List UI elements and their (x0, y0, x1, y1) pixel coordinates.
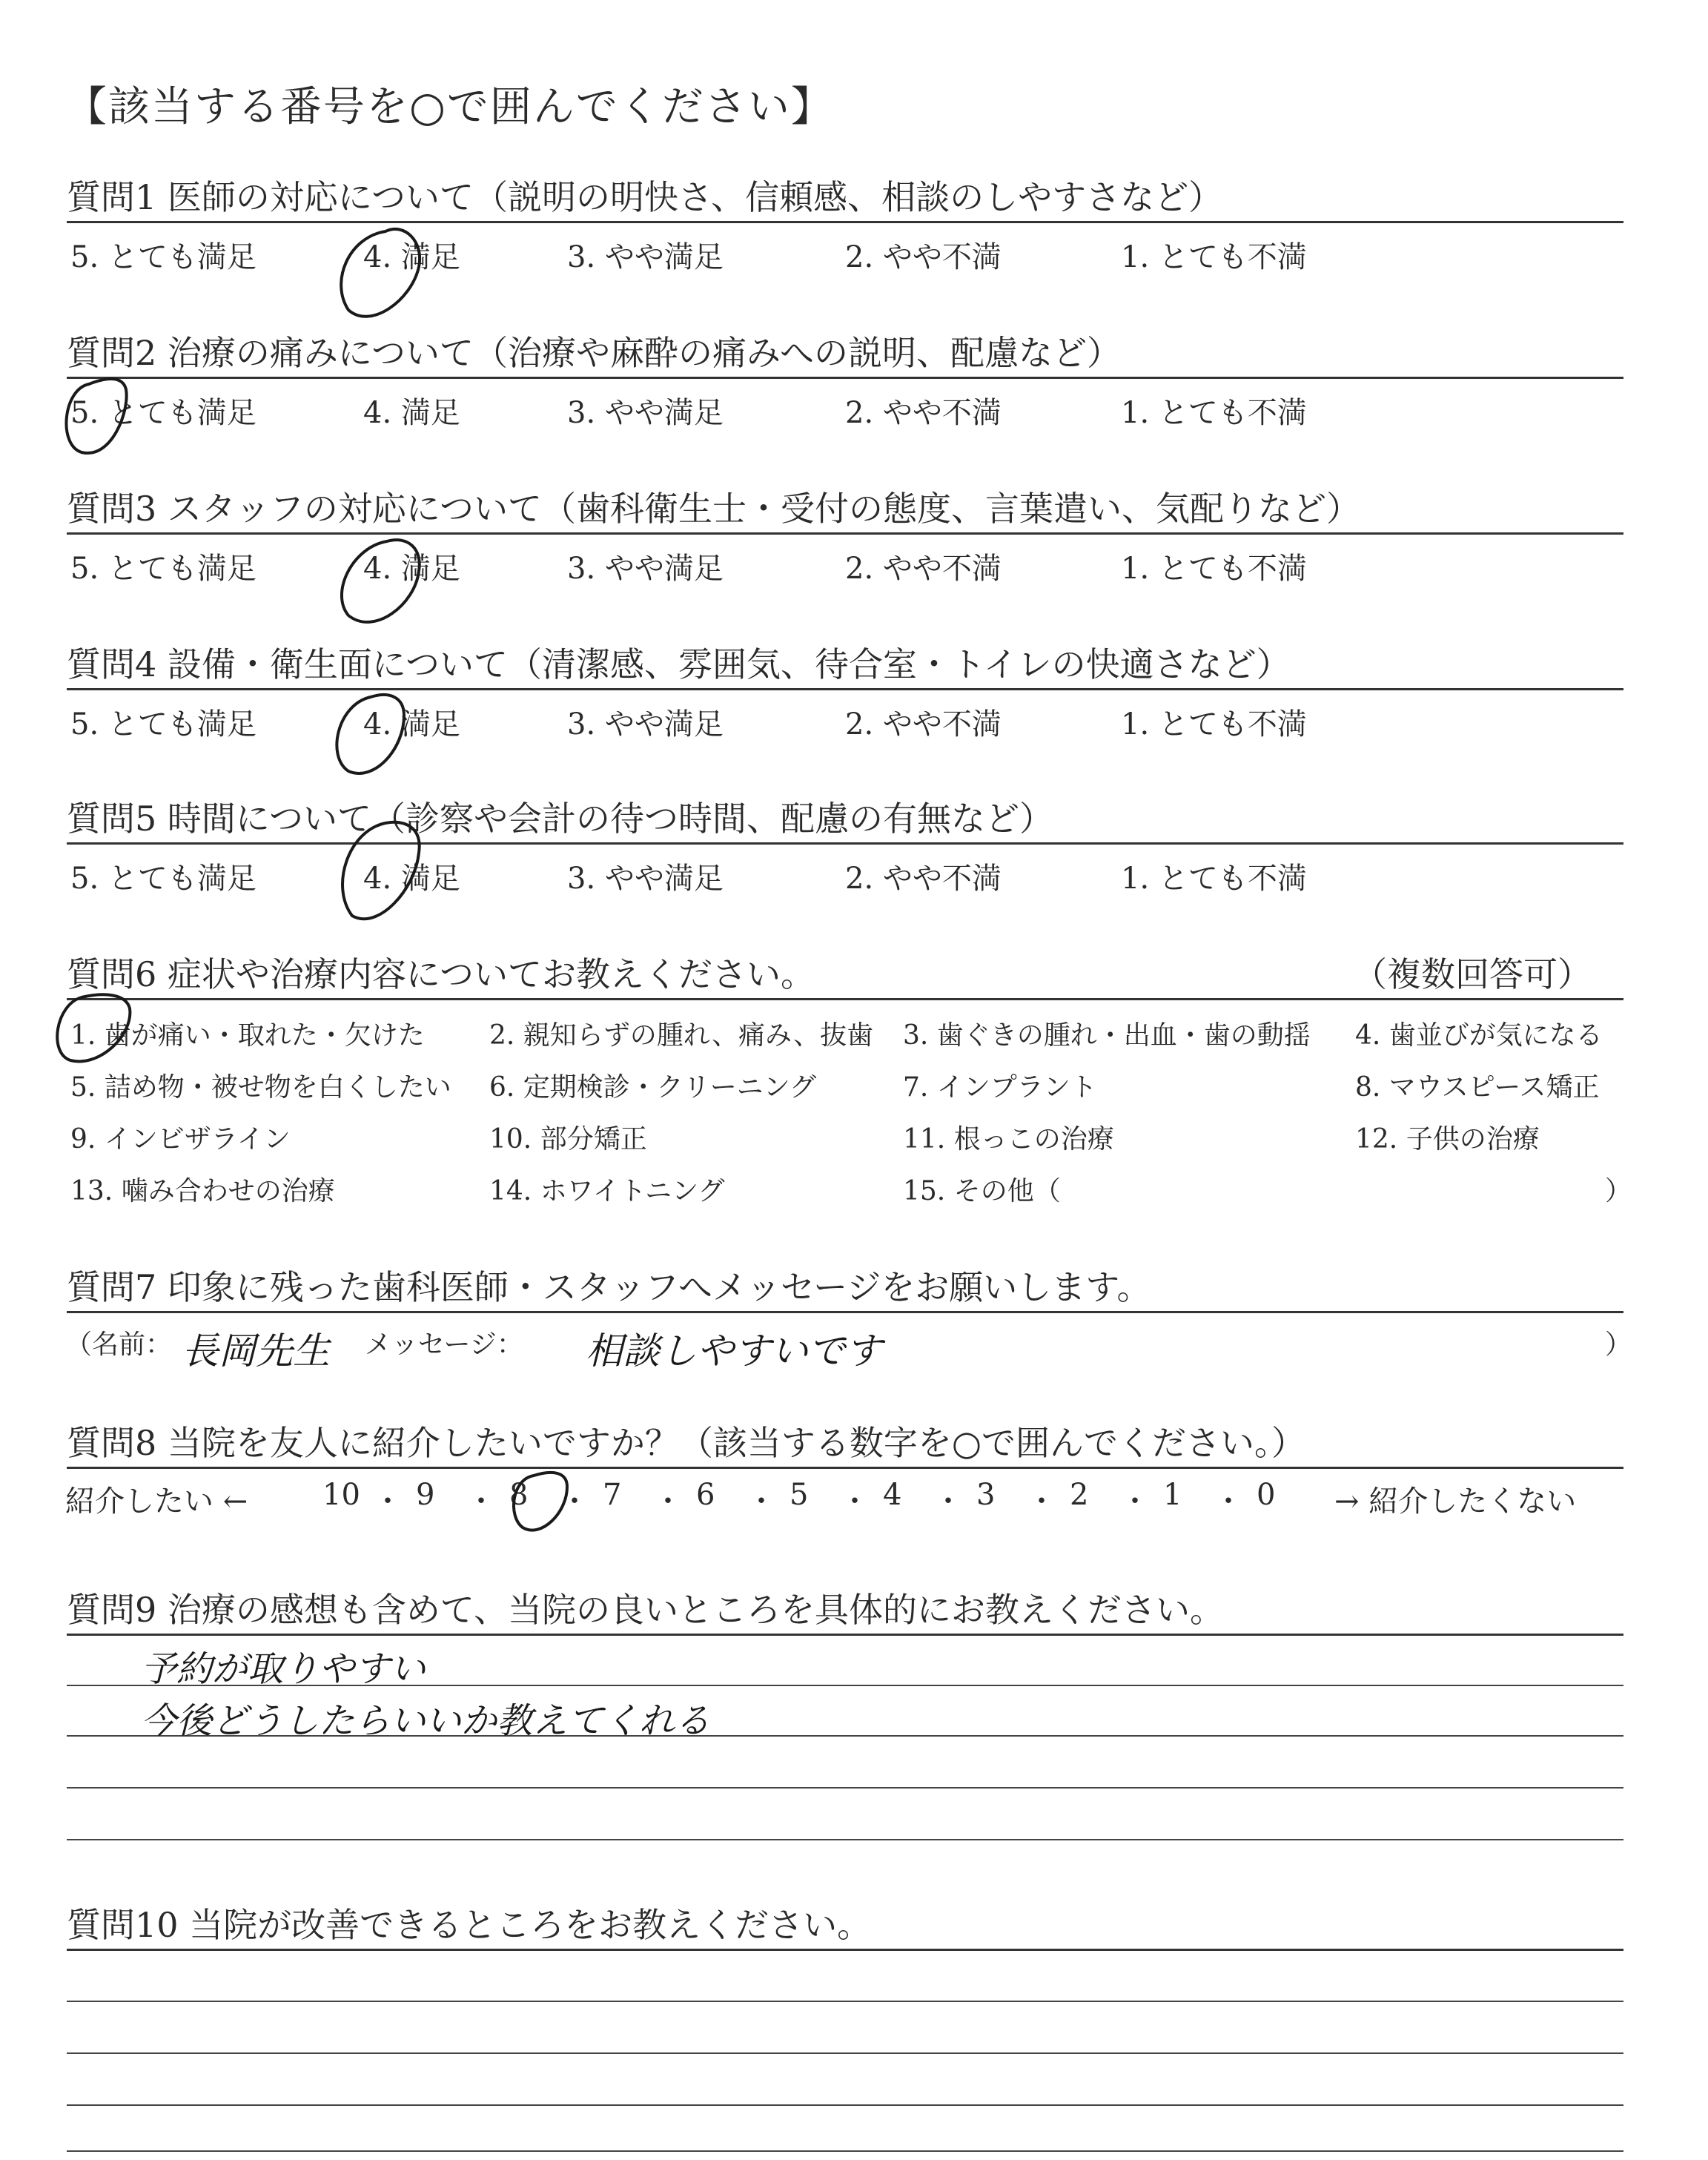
question-6-title: 質問6 症状や治療内容についてお教えください。 (67, 954, 815, 994)
q1-option-1[interactable]: 1. とても不満 (1121, 240, 1307, 274)
q6-option-15[interactable]: 15. その他（ (903, 1176, 1061, 1206)
q6-option-6[interactable]: 6. 定期検診・クリーニング (489, 1072, 817, 1103)
q8-scale-number[interactable]: 0 (1257, 1478, 1276, 1512)
q4-option-4[interactable]: 4. 満足 (363, 707, 460, 742)
q6-option-14[interactable]: 14. ホワイトニング (489, 1176, 725, 1206)
question-3-title: 質問3 スタッフの対応について（歯科衛生士・受付の態度、言葉遣い、気配りなど） (67, 489, 1360, 529)
q7-message-label: メッセージ： (365, 1330, 523, 1360)
q6-option-8[interactable]: 8. マウスピース矯正 (1355, 1072, 1600, 1103)
q6-option-4[interactable]: 4. 歯並びが気になる (1355, 1020, 1603, 1051)
q3-option-4[interactable]: 4. 満足 (363, 552, 460, 586)
q3-option-3[interactable]: 3. やや満足 (567, 552, 724, 586)
q8-scale-separator: ・ (1214, 1484, 1243, 1519)
q8-scale-number[interactable]: 1 (1163, 1478, 1182, 1512)
q6-option-3[interactable]: 3. 歯ぐきの腫れ・出血・歯の動揺 (903, 1020, 1311, 1051)
q6-answer-circle (57, 994, 130, 1061)
q6-option-15-close: ） (1605, 1176, 1632, 1206)
q3-option-2[interactable]: 2. やや不満 (845, 552, 1002, 586)
question-9-title: 質問9 治療の感想も含めて、当院の良いところを具体的にお教えください。 (67, 1590, 1224, 1630)
question-6-note: （複数回答可） (1353, 954, 1592, 994)
q5-option-3[interactable]: 3. やや満足 (567, 862, 724, 896)
q6-option-2[interactable]: 2. 親知らずの腫れ、痛み、抜歯 (489, 1020, 874, 1051)
q2-answer-circle (66, 379, 126, 453)
q6-option-9[interactable]: 9. インビザライン (70, 1124, 291, 1155)
q3-option-1[interactable]: 1. とても不満 (1121, 552, 1307, 586)
q6-option-11[interactable]: 11. 根っこの治療 (903, 1124, 1114, 1155)
question-5-title: 質問5 時間について（診察や会計の待つ時間、配慮の有無など） (67, 799, 1053, 839)
q9-answer-text-1[interactable]: 予約が取りやすい (141, 1648, 426, 1690)
form-instruction: 【該当する番号を○で囲んでください】 (65, 83, 834, 131)
q6-option-12[interactable]: 12. 子供の治療 (1355, 1124, 1540, 1155)
q2-option-4[interactable]: 4. 満足 (363, 396, 460, 430)
q7-close: ） (1605, 1330, 1632, 1360)
q7-name-value[interactable]: 長岡先生 (182, 1330, 330, 1373)
q2-option-3[interactable]: 3. やや満足 (567, 396, 724, 430)
q4-answer-circle (337, 695, 404, 773)
q8-scale-number[interactable]: 2 (1070, 1478, 1089, 1512)
q8-scale-separator: ・ (933, 1484, 963, 1519)
q1-option-4[interactable]: 4. 満足 (363, 240, 460, 274)
q3-answer-circle (342, 540, 420, 622)
q8-right-label: → 紹介したくない (1334, 1484, 1577, 1519)
q8-scale-number[interactable]: 8 (509, 1478, 529, 1512)
question-7-title: 質問7 印象に残った歯科医師・スタッフへメッセージをお願いします。 (67, 1267, 1151, 1307)
q6-option-10[interactable]: 10. 部分矯正 (489, 1124, 647, 1155)
q8-scale-number[interactable]: 6 (696, 1478, 715, 1512)
q1-option-2[interactable]: 2. やや不満 (845, 240, 1002, 274)
q1-option-5[interactable]: 5. とても満足 (70, 240, 256, 274)
q8-scale-number[interactable]: 7 (603, 1478, 622, 1512)
q4-option-2[interactable]: 2. やや不満 (845, 707, 1002, 742)
question-2-title: 質問2 治療の痛みについて（治療や麻酔の痛みへの説明、配慮など） (67, 333, 1122, 373)
q8-scale-number[interactable]: 5 (790, 1478, 809, 1512)
q8-scale-separator: ・ (840, 1484, 870, 1519)
q7-message-value[interactable]: 相談しやすいです (586, 1330, 882, 1373)
q6-option-7[interactable]: 7. インプラント (903, 1072, 1097, 1103)
q8-left-label: 紹介したい ← (65, 1484, 248, 1519)
q2-option-1[interactable]: 1. とても不満 (1121, 396, 1307, 430)
q8-scale-separator: ・ (653, 1484, 683, 1519)
q7-name-label: （名前： (65, 1330, 173, 1360)
q5-answer-circle (342, 822, 420, 919)
q2-option-2[interactable]: 2. やや不満 (845, 396, 1002, 430)
question-4-title: 質問4 設備・衛生面について（清潔感、雰囲気、待合室・トイレの快適さなど） (67, 644, 1291, 684)
q6-option-5[interactable]: 5. 詰め物・被せ物を白くしたい (70, 1072, 451, 1103)
q5-option-4[interactable]: 4. 満足 (363, 862, 460, 896)
q8-scale-number[interactable]: 3 (976, 1478, 996, 1512)
q8-answer-circle (514, 1473, 567, 1530)
q6-option-13[interactable]: 13. 噛み合わせの治療 (70, 1176, 335, 1206)
q4-option-5[interactable]: 5. とても満足 (70, 707, 256, 742)
q8-scale-separator: ・ (560, 1484, 589, 1519)
q8-scale-separator: ・ (466, 1484, 496, 1519)
question-1-title: 質問1 医師の対応について（説明の明快さ、信頼感、相談のしやすさなど） (67, 177, 1223, 217)
q8-scale-separator: ・ (373, 1484, 403, 1519)
q8-scale-number[interactable]: 10 (322, 1478, 360, 1512)
q1-answer-circle (341, 229, 420, 317)
q5-option-2[interactable]: 2. やや不満 (845, 862, 1002, 896)
q4-option-3[interactable]: 3. やや満足 (567, 707, 724, 742)
q6-option-1[interactable]: 1. 歯が痛い・取れた・欠けた (70, 1020, 425, 1051)
q2-option-5[interactable]: 5. とても満足 (70, 396, 256, 430)
q8-scale-separator: ・ (1120, 1484, 1150, 1519)
q8-scale-number[interactable]: 9 (416, 1478, 435, 1512)
q8-scale-separator: ・ (1027, 1484, 1056, 1519)
q5-option-1[interactable]: 1. とても不満 (1121, 862, 1307, 896)
question-10-title: 質問10 当院が改善できるところをお教えください。 (67, 1905, 872, 1945)
question-8-title: 質問8 当院を友人に紹介したいですか？（該当する数字を○で囲んでください。） (67, 1423, 1306, 1463)
q4-option-1[interactable]: 1. とても不満 (1121, 707, 1307, 742)
q5-option-5[interactable]: 5. とても満足 (70, 862, 256, 896)
q8-scale-separator: ・ (747, 1484, 776, 1519)
q3-option-5[interactable]: 5. とても満足 (70, 552, 256, 586)
q9-answer-text-2[interactable]: 今後どうしたらいいか教えてくれる (141, 1700, 711, 1742)
q8-scale-number[interactable]: 4 (883, 1478, 902, 1512)
q1-option-3[interactable]: 3. やや満足 (567, 240, 724, 274)
